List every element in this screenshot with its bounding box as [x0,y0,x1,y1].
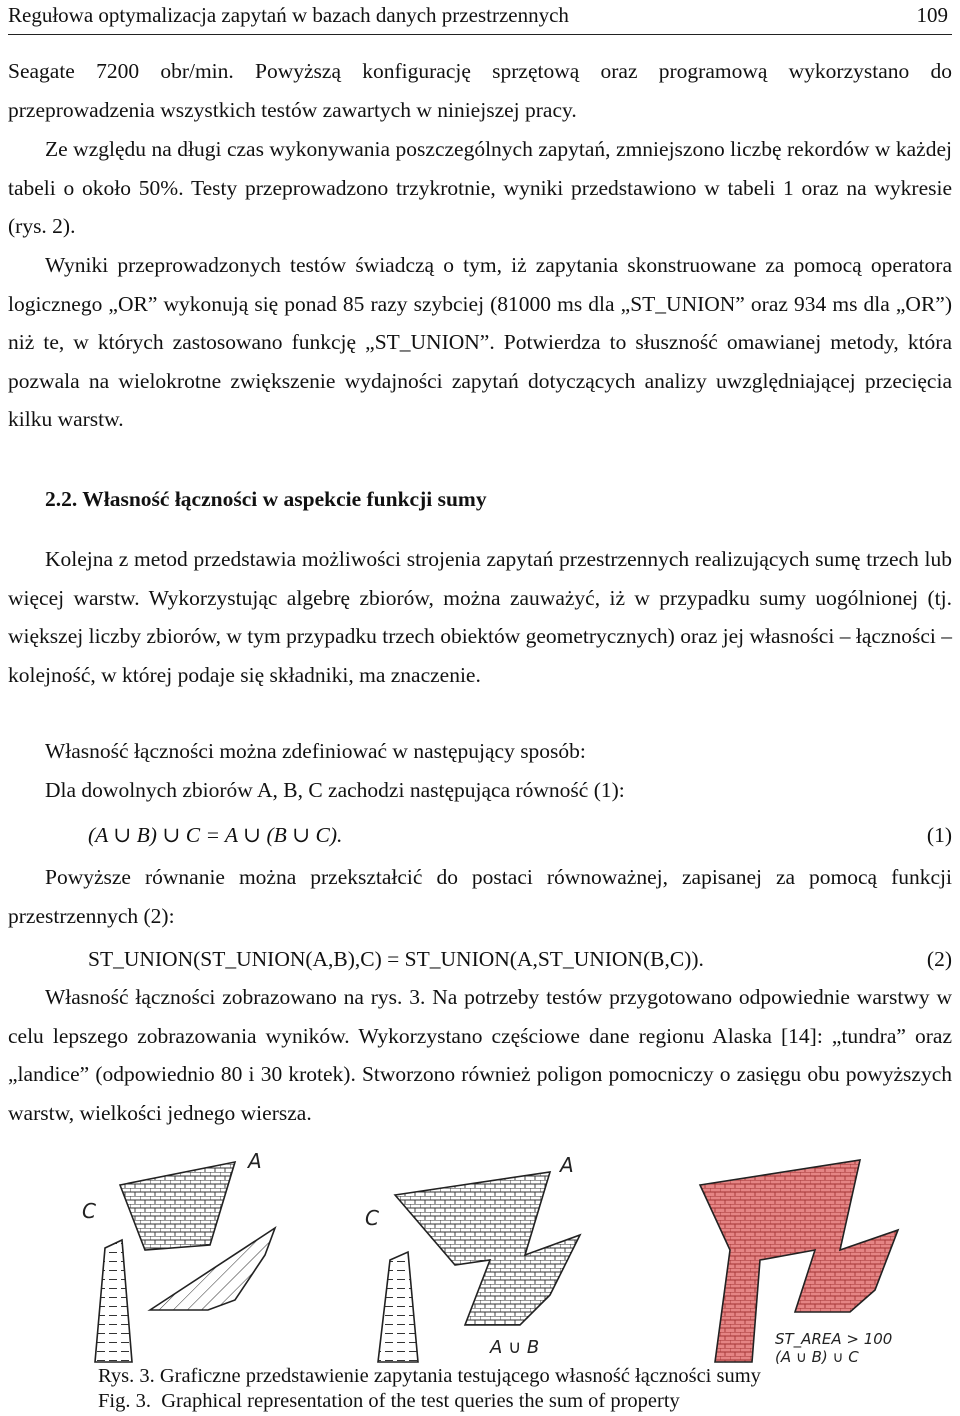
equation-2-number: (2) [926,947,952,971]
polygon-a-union-b [395,1172,580,1325]
figure-associativity [60,1140,910,1365]
polygon-c-middle [378,1252,418,1362]
section-heading: 2.2. Własność łączności w aspekcie funkcji sumy [45,487,487,511]
paragraph-definition: Dla dowolnych zbiorów A, B, C zachodzi następująca równość (1): [45,778,625,802]
label-a-left: A [248,1149,262,1173]
polygon-a [120,1162,235,1250]
equation-1-number: (1) [926,823,952,847]
label-a-union-b: A ∪ B [490,1337,540,1358]
polygon-c [95,1240,132,1362]
page-number: 109 [916,3,948,27]
paragraph-method: Kolejna z metod przedstawia możliwości strojenia zapytań przestrzennych realizujących sumę trzech lub więcej warstw. Wykorzystując algebrę zbiorów, można zauważyć, iż w przypadku sumy uogólnionej (tj. większej liczby zbiorów, w tym przypadku trzech obiektów geometrycznych) oraz jej własności – łączności – kolejność, w której podaje się składniki, ma znaczenie. [8,547,952,687]
paragraph-results: Wyniki przeprowadzonych testów świadczą o tym, iż zapytania skonstruowane za pomocą operatora logicznego „OR” wykonują się ponad 85 razy szybciej (81000 ms dla „ST_UNION” oraz 934 ms dla „OR”) niż te, w których zastosowano funkcję „ST_UNION”. Potwierdza to słuszność omawianej metody, która pozwala na wielokrotne zwiększenie wydajności zapytań dotyczących analizy uwzględniającej przecięcia kilku warstw. [8,253,952,432]
running-header [8,0,952,35]
panel-result [700,1160,898,1365]
figure-caption-pl: Rys. 3. Graficzne przedstawienie zapytania testującego własność łączności sumy [98,1365,761,1387]
label-c-middle: C [365,1206,379,1230]
panel-a-union-b [365,1153,580,1362]
panel-input-layers [82,1149,275,1362]
paragraph-figure-intro: Własność łączności zobrazowano na rys. 3. Na potrzeby testów przygotowano odpowiednie warstwy w celu lepszego zobrazowania wyników. Wykorzystano częściowe dane regionu Alaska [14]: „tundra” oraz „landice” (odpowiednio 80 i 30 krotek). Stworzono również poligon pomocniczy o zasięgu obu powyższych warstw, wielkości jednego wiersza. [8,985,952,1125]
equation-1-body: (A ∪ B) ∪ C = A ∪ (B ∪ C). [88,823,343,847]
paragraph-definition-intro: Własność łączności można zdefiniować w następujący sposób: [45,739,586,763]
equation-2-body: ST_UNION(ST_UNION(A,B),C) = ST_UNION(A,ST_UNION(B,C)). [88,947,704,971]
label-st-area: ST_AREA > 100 [775,1330,893,1348]
running-title: Regułowa optymalizacja zapytań w bazach danych przestrzennych [8,3,569,27]
paragraph-hardware: Seagate 7200 obr/min. Powyższą konfigurację sprzętową oraz programową wykorzystano do przeprowadzenia wszystkich testów zawartych w niniejszej pracy. [8,59,952,122]
label-c-left: C [82,1199,96,1223]
label-result: (A ∪ B) ∪ C [775,1348,859,1365]
label-a-middle: A [560,1153,574,1177]
figure-caption-en: Fig. 3. Graphical representation of the test queries the sum of property [98,1390,680,1412]
paragraph-record-reduction: Ze względu na długi czas wykonywania poszczególnych zapytań, zmniejszono liczbę rekordów w każdej tabeli o około 50%. Testy przeprowadzono trzykrotnie, wyniki przedstawiono w tabeli 1 oraz na wykresie (rys. 2). [8,137,952,239]
paragraph-transform: Powyższe równanie można przekształcić do postaci równoważnej, zapisanej za pomocą funkcji przestrzennych (2): [8,865,952,928]
